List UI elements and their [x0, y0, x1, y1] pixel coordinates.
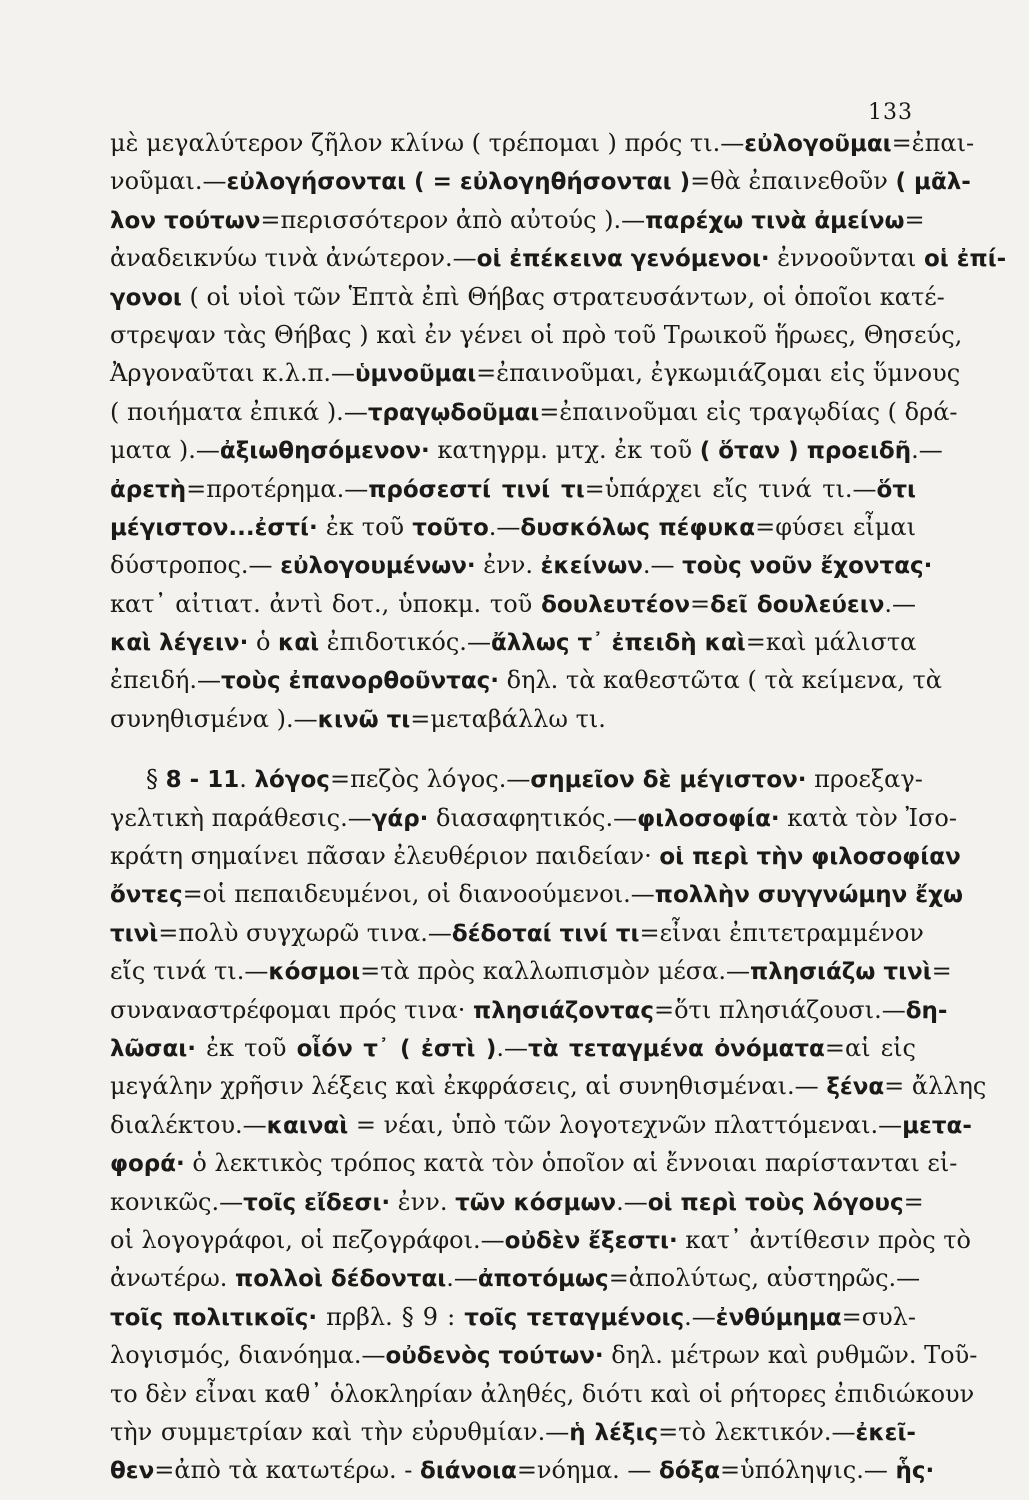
gloss-text: συναναστρέφομαι πρός τινα· [110, 995, 474, 1024]
gloss-text: =ἐπαινοῦμαι, ἐγκωμιάζομαι εἰς ὕμνους [476, 359, 961, 388]
text-line [110, 875, 963, 913]
gloss-text: κράτη σημαίνει πᾶσαν ἐλευθέριον παιδείαν· [110, 842, 660, 871]
text-line [110, 1259, 921, 1297]
lemma-term: 8 - 11 [165, 767, 240, 794]
lemma-term: τραγῳδοῦμαι [367, 399, 540, 426]
gloss-text: δύστροπος.— [110, 551, 281, 580]
gloss-text: ἐκ τοῦ [317, 512, 413, 541]
lemma-term: ἧς· [895, 1458, 935, 1485]
lemma-term: ἐνθύμημα [715, 1304, 842, 1331]
gloss-text: κατ᾽ αἰτιατ. ἀντὶ δοτ., ὑποκμ. τοῦ [110, 589, 542, 618]
lemma-term: ξένα [826, 1074, 885, 1101]
gloss-text: ὁ [248, 628, 279, 657]
gloss-text: ( ποιήματα ἐπικά ).— [110, 397, 368, 426]
page-number: 133 [868, 100, 913, 125]
gloss-text: το δὲν εἶναι καθ᾽ ὁλοκληρίαν ἀληθές, διότι καὶ οἱ ρήτορες ἐπιδιώκουν [110, 1379, 975, 1408]
gloss-text: προεξαγ- [806, 765, 923, 794]
gloss-text: οἱ λογογράφοι, οἱ πεζογράφοι.— [110, 1225, 505, 1254]
text-line [110, 1221, 971, 1259]
gloss-text: μεγάλην χρῆσιν λέξεις καὶ ἐκφράσεις, αἱ συνηθισμέναι.— [110, 1072, 827, 1101]
lemma-term: πρόσεστί τινί τι [368, 476, 585, 503]
lemma-term: γάρ· [371, 805, 429, 832]
gloss-text: = ἄλλης [884, 1072, 987, 1101]
lemma-term: οἱ ἐπί- [923, 246, 1007, 273]
gloss-text: .— [496, 1033, 529, 1062]
lemma-term: λον τούτων [110, 207, 261, 234]
gloss-text: =ἀπὸ τὰ κατωτέρω. - [154, 1456, 421, 1485]
lemma-term: καὶ [278, 630, 320, 657]
lemma-term: εὐλογουμένων· [280, 553, 476, 580]
lemma-term: οἱ ἐπέκεινα γενόμενοι· [476, 246, 770, 273]
lemma-term: εὐλογοῦμαι [744, 131, 892, 157]
text-line [110, 1106, 972, 1144]
gloss-text: =τὰ πρὸς καλλωπισμὸν μέσα.— [360, 957, 750, 986]
gloss-text: =μεταβάλλω τι. [410, 704, 606, 733]
gloss-text: συνηθισμένα ).— [110, 704, 318, 733]
text-line [110, 239, 1007, 277]
lemma-term: τοὺς ἐπανορθοῦντας· [220, 668, 499, 695]
lemma-term: πλησιάζω τινὶ [750, 959, 932, 986]
text-line [110, 508, 916, 546]
gloss-text: =ἐπαι- [891, 129, 975, 157]
text-line [110, 1413, 916, 1451]
gloss-text: ματα ).— [110, 436, 220, 465]
gloss-text: =πεζὸς λόγος.— [329, 765, 531, 794]
text-line [110, 700, 916, 738]
lemma-term: εὐλογήσονται ( = εὐλογηθήσονται ) [226, 169, 691, 196]
gloss-text: ( οἱ υἱοὶ τῶν Ἑπτὰ ἐπὶ Θήβας στρατευσάντων, οἱ ὁποῖοι κατέ- [181, 282, 945, 311]
lemma-term: δυσκόλως πέφυκα [520, 514, 756, 541]
gloss-text: ἐπιδοτικός.— [319, 628, 491, 657]
gloss-text: νοῦμαι.— [110, 167, 227, 196]
text-line [110, 661, 942, 699]
gloss-text: δηλ. τὰ καθεστῶτα ( τὰ κείμενα, τὰ [499, 666, 942, 695]
gloss-text: =ἐπαινοῦμαι εἰς τραγῳδίας ( δρά- [539, 397, 958, 426]
gloss-text: =ὅτι πλησιάζουσι.— [653, 995, 906, 1024]
gloss-text: ἐκ τοῦ [195, 1033, 297, 1062]
lemma-term: ἄλλως τ᾽ ἐπειδὴ καὶ [490, 630, 746, 657]
gloss-text: = [903, 1187, 924, 1216]
gloss-text: .— [446, 1264, 478, 1293]
text-line [110, 760, 923, 798]
lemma-term: δη- [905, 997, 948, 1024]
lemma-term: καὶ λέγειν· [110, 630, 249, 657]
lemma-term: ὅτι [876, 476, 916, 503]
lemma-term: τοὺς νοῦν ἔχοντας· [682, 553, 933, 580]
gloss-text: =οἱ πεπαιδευμένοι, οἱ διανοούμενοι.— [182, 880, 655, 909]
gloss-text: κατ᾽ ἀντίθεσιν πρὸς τὸ [677, 1225, 971, 1254]
lemma-term: οἱ περὶ τοὺς λόγους [647, 1189, 904, 1216]
lemma-term: μέγιστον...ἐστί· [110, 514, 318, 541]
gloss-text: =καὶ μάλιστα [745, 628, 917, 657]
lemma-term: ἀποτόμως [477, 1266, 609, 1293]
lemma-term: ἐκεῖ- [855, 1419, 916, 1446]
gloss-text: εἴς τινά τι.— [110, 957, 269, 986]
lemma-term: γονοι [110, 284, 182, 311]
lemma-term: πολλοὶ δέδονται [235, 1266, 447, 1293]
lemma-term: τῶν κόσμων [455, 1189, 617, 1216]
text-line [110, 623, 916, 661]
gloss-text: = νέαι, ὑπὸ τῶν λογοτεχνῶν πλαττόμεναι.— [348, 1110, 903, 1139]
gloss-text: στρεψαν τὰς Θήβας ) καὶ ἐν γένει οἱ πρὸ τοῦ Τρωικοῦ ἥρωες, Θησεύς, [110, 320, 963, 349]
gloss-text: = [931, 957, 952, 986]
text-line [110, 278, 945, 316]
lemma-term: ὑμνοῦμαι [355, 361, 477, 388]
gloss-text: .— [616, 1187, 648, 1216]
text-line [110, 1451, 935, 1489]
commentary-text [110, 124, 1007, 1490]
gloss-text: ἐνν. [390, 1187, 456, 1216]
lemma-term: σημεῖον δὲ μέγιστον· [530, 767, 807, 794]
lemma-term: ἀρετὴ [110, 476, 187, 503]
text-line [110, 1336, 978, 1374]
gloss-text: Ἀργοναῦται κ.λ.π.— [110, 359, 356, 388]
gloss-text: κατηγρμ. μτχ. ἐκ τοῦ [429, 436, 700, 465]
lemma-term: διάνοια [420, 1458, 517, 1485]
lemma-term: τινὶ [110, 920, 159, 947]
text-line [110, 546, 933, 584]
gloss-text: =ὑπόληψις.— [720, 1456, 896, 1485]
gloss-text: =τὸ λεκτικόν.— [658, 1417, 856, 1446]
lemma-term: τοῖς πολιτικοῖς· [110, 1304, 318, 1331]
gloss-text: § [146, 765, 166, 794]
text-line [110, 470, 916, 508]
lemma-term: δεῖ δουλεύειν [710, 591, 885, 618]
gloss-text: .— [884, 589, 917, 618]
lemma-term: κινῶ τι [317, 706, 411, 733]
lemma-term: φιλοσοφία· [637, 805, 780, 832]
lemma-term: μετα- [902, 1112, 972, 1139]
text-line [110, 799, 957, 837]
text-line [110, 1298, 916, 1336]
text-line [110, 316, 963, 354]
lemma-term: ἐκείνων [540, 553, 643, 580]
text-line [110, 837, 961, 875]
gloss-text: ἀνωτέρω. [110, 1264, 236, 1293]
gloss-text: =νόημα. — [516, 1456, 660, 1485]
text-line [110, 585, 916, 623]
lemma-term: τοῦτο [412, 514, 489, 541]
gloss-text: .— [642, 551, 683, 580]
lemma-term: ὄντες [110, 882, 183, 909]
gloss-text: λογισμός, διανόημα.— [110, 1341, 386, 1370]
text-line [110, 952, 952, 990]
text-line [110, 162, 971, 200]
gloss-text: ἐπειδή.— [110, 666, 221, 695]
gloss-text: . [239, 765, 255, 794]
text-line [110, 1144, 958, 1182]
gloss-text: =ἀπολύτως, αὐστηρῶς.— [608, 1264, 921, 1293]
lemma-term: πολλὴν συγγνώμην ἔχω [654, 882, 963, 909]
lemma-term: οὐδενὸς τούτων· [385, 1343, 604, 1370]
gloss-text: =φύσει εἶμαι [755, 512, 917, 541]
lemma-term: φορά· [110, 1151, 185, 1178]
lemma-term: ἡ λέξις [569, 1419, 659, 1446]
gloss-text: =προτέρημα.— [186, 474, 369, 503]
gloss-text: =ὑπάρχει εἴς τινά τι.— [584, 474, 877, 503]
text-line [110, 393, 958, 431]
gloss-text: διαλέκτου.— [110, 1110, 267, 1139]
text-line [110, 124, 975, 162]
text-line [110, 201, 925, 239]
lemma-term: τὰ τεταγμένα ὀνόματα [528, 1035, 825, 1062]
text-line [110, 1067, 987, 1105]
lemma-term: λόγος [254, 767, 330, 794]
gloss-text: γελτικὴ παράθεσις.— [110, 803, 372, 832]
lemma-term: δέδοταί τινί τι [451, 920, 640, 947]
lemma-term: οἷόν τ᾽ ( ἐστὶ ) [296, 1035, 497, 1062]
lemma-term: παρέχω τινὰ ἀμείνω [645, 207, 905, 234]
gloss-text: ἀναδεικνύω τινὰ ἀνώτερον.— [110, 244, 477, 273]
gloss-text: κονικῶς.— [110, 1187, 244, 1216]
gloss-text: =εἶναι ἐπιτετραμμένον [639, 918, 924, 947]
gloss-text: κατὰ τὸν Ἰσο- [779, 803, 957, 832]
gloss-text: =θὰ ἐπαινεθοῦν [690, 167, 896, 196]
gloss-text: =πολὺ συγχωρῶ τινα.— [158, 918, 452, 947]
gloss-text: =περισσότερον ἀπὸ αὐτούς ).— [260, 205, 646, 234]
lemma-term: οὐδὲν ἔξεστι· [504, 1227, 678, 1254]
lemma-term: λῶσαι· [110, 1035, 196, 1062]
gloss-text: μὲ μεγαλύτερον ζῆλον κλίνω ( τρέπομαι ) πρός τι.— [110, 129, 745, 157]
lemma-term: τοῖς εἴδεσι· [243, 1189, 391, 1216]
lemma-term: καιναὶ [266, 1112, 349, 1139]
lemma-term: τοῖς τεταγμένοις [464, 1304, 685, 1331]
text-line [110, 991, 948, 1029]
gloss-text: .— [684, 1302, 716, 1331]
gloss-text: διασαφητικός.— [428, 803, 638, 832]
gloss-text: = [904, 205, 925, 234]
text-line [110, 354, 961, 392]
text-line [110, 1375, 975, 1413]
text-line [110, 1029, 916, 1067]
gloss-text: δηλ. μέτρων καὶ ρυθμῶν. Τοῦ- [603, 1341, 978, 1370]
gloss-text: ὁ λεκτικὸς τρόπος κατὰ τὸν ὁποῖον αἱ ἔννοιαι παρίστανται εἰ- [184, 1149, 958, 1178]
gloss-text: τὴν συμμετρίαν καὶ τὴν εὐρυθμίαν.— [110, 1417, 570, 1446]
lemma-term: οἱ περὶ τὴν φιλοσοφίαν [659, 844, 961, 871]
lemma-term: ( μᾶλ- [895, 169, 971, 196]
lemma-term: δόξα [659, 1458, 721, 1485]
lemma-term: πλησιάζοντας [473, 997, 654, 1024]
gloss-text: = [690, 589, 711, 618]
text-line [110, 1183, 924, 1221]
gloss-text: ἐνν. [475, 551, 541, 580]
lemma-term: κόσμοι [268, 959, 361, 986]
text-line [110, 914, 924, 952]
lemma-term: δουλευτέον [541, 591, 691, 618]
lemma-term: ( ὅταν ) προειδῆ [699, 438, 912, 465]
gloss-text: ἐννοοῦνται [769, 244, 924, 273]
gloss-text: =συλ- [841, 1302, 916, 1331]
gloss-text: .— [911, 436, 943, 465]
text-line [110, 431, 943, 469]
paragraph-gap [110, 738, 916, 760]
gloss-text: .— [488, 512, 521, 541]
gloss-text: =αἱ εἰς [824, 1033, 916, 1062]
lemma-term: θεν [110, 1458, 155, 1485]
lemma-term: ἀξιωθησόμενον· [219, 438, 430, 465]
gloss-text: πρβλ. § 9 : [317, 1302, 465, 1331]
